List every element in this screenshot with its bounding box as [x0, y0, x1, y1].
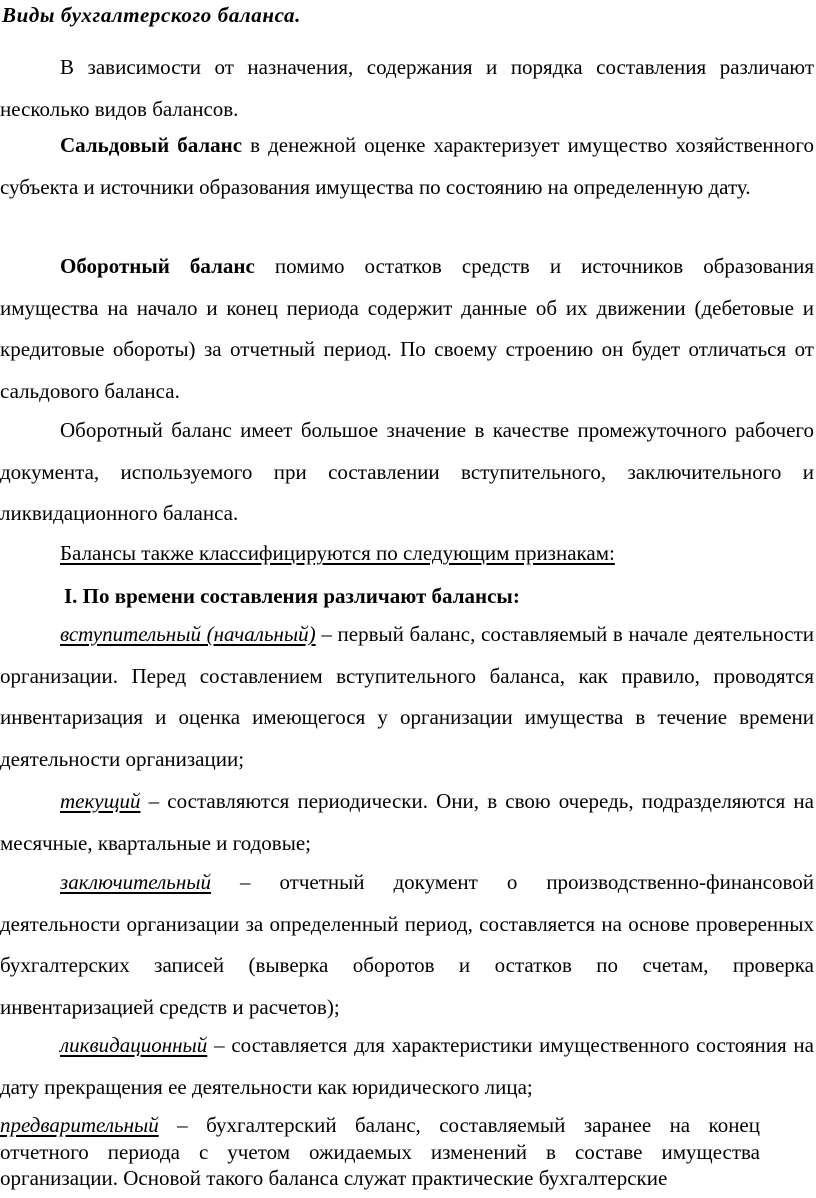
- item-predv: [0, 1112, 760, 1192]
- classify-paragraph: [0, 533, 814, 575]
- item-likv-text: – составляется для характеристики имущественного состояния на дату прекращения ее деятельности как юридического лица;: [0, 1033, 814, 1099]
- item-tekush-text: – составляются периодически. Они, в свою очередь, подразделяются на месячные, квартальные и годовые;: [0, 789, 814, 855]
- item-vstup: [0, 614, 814, 780]
- saldo-term: Сальдовый баланс: [60, 133, 243, 157]
- item-likv: [0, 1025, 814, 1108]
- section-heading: I. По времени составления различают балансы:: [64, 584, 520, 608]
- intro-paragraph: В зависимости от назначения, содержания и порядка составления различают несколько видов балансов.: [0, 55, 814, 121]
- classify-text: Балансы также классифицируются по следующим признакам:: [60, 541, 615, 565]
- item-vstup-term: вступительный (начальный): [60, 622, 316, 646]
- item-predv-term: предварительный: [0, 1113, 159, 1137]
- saldo-paragraph: [0, 125, 814, 208]
- item-vstup-text: – первый баланс, составляемый в начале деятельности организации. Перед составлением вступительного баланса, как правило, проводятся инвентаризация и оценка имеющегося у организации имущества в течение времени деятельности организации;: [0, 622, 814, 771]
- item-zakl-text: – отчетный документ о производственно-финансовой деятельности организации за определенный период, составляется на основе проверенных бухгалтерских записей (выверка оборотов и остатков по счетам, проверка инвентаризацией средств и расчетов);: [0, 870, 814, 1019]
- item-likv-term: ликвидационный: [60, 1033, 208, 1057]
- oborot-term: Оборотный баланс: [60, 254, 255, 278]
- item-predv-text: – бухгалтерский баланс, составляемый заранее на конец отчетного периода с учетом ожидаемых изменений в составе имущества организации. Основой такого баланса служат практические бухгалтерские: [0, 1113, 760, 1190]
- item-tekush: [0, 781, 814, 864]
- oborot-paragraph: [0, 246, 814, 412]
- item-zakl-term: заключительный: [60, 870, 211, 894]
- item-tekush-term: текущий: [60, 789, 141, 813]
- document-title: Виды бухгалтерского баланса.: [2, 3, 301, 27]
- oborot-note-paragraph: Оборотный баланс имеет большое значение в качестве промежуточного рабочего документа, используемого при составлении вступительного, заключительного и ликвидационного баланса.: [0, 418, 814, 525]
- item-zakl: [0, 862, 814, 1028]
- oborot-text: помимо остатков средств и источников образования имущества на начало и конец периода содержит данные об их движении (дебетовые и кредитовые обороты) за отчетный период. По своему строению он будет отличаться от сальдового баланса.: [0, 254, 814, 403]
- saldo-text: в денежной оценке характеризует имущество хозяйственного субъекта и источники образования имущества по состоянию на определенную дату.: [0, 133, 815, 199]
